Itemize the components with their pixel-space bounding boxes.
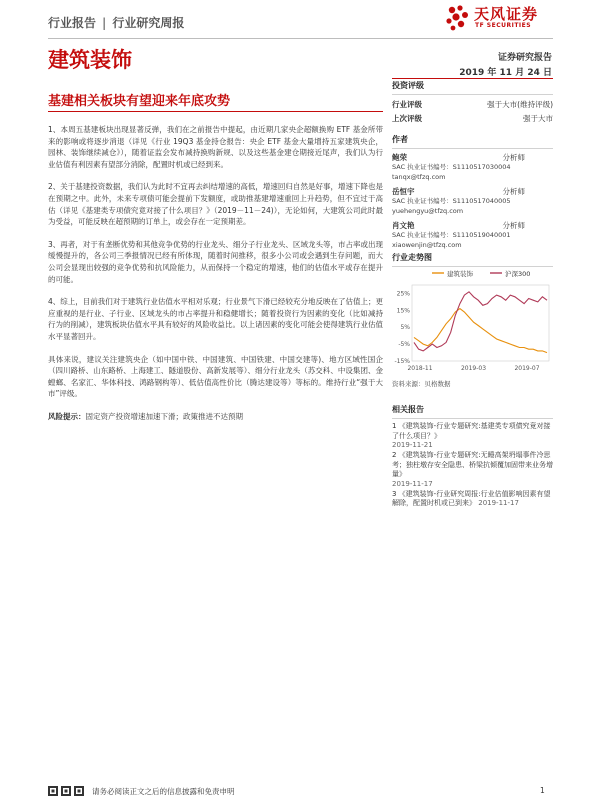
header-report-label: 行业报告	[48, 16, 97, 30]
author-email[interactable]: xiaowenjin@tfzq.com	[392, 240, 462, 249]
related-item[interactable]	[392, 451, 553, 488]
author-block	[392, 152, 553, 182]
x-tick-label: 2019-07	[514, 365, 540, 372]
rating-heading: 投资评级	[392, 81, 424, 90]
previous-rating-label: 上次评级	[392, 114, 422, 123]
related-item-date: 2019-11-21	[392, 441, 433, 449]
title-divider	[48, 111, 383, 112]
logo-chinese-name: 天风证券	[474, 5, 539, 23]
author-cert: SAC 执业证书编号：S1110519040001	[392, 231, 511, 240]
body-paragraph: 3、再者，对于有垄断优势和其他竞争优势的行业龙头、细分子行业龙头、区域龙头等，市占率或出现缓慢提升的，各公司三季报情况已经有所体现，随着时间推移，很多小公司或会遇到生存问题，而大公司会显现出较强的竞争优势和抗风险能力，从而保持一个稳定的增速，他们的估值水平或存在提升的可能。	[48, 239, 383, 284]
footer-qr-icons	[48, 786, 84, 796]
related-reports-section	[392, 404, 553, 509]
industry-rating-label: 行业评级	[392, 100, 422, 109]
related-item[interactable]	[392, 490, 553, 509]
author-cert: SAC 执业证书编号：S1110517040005	[392, 197, 511, 206]
series-line	[414, 292, 547, 351]
related-heading: 相关报告	[392, 405, 424, 414]
report-title: 基建相关板块有望迎来年底攻势	[48, 94, 231, 109]
related-item-date: 2019-11-17	[392, 479, 433, 488]
author-block	[392, 186, 553, 216]
body-paragraph: 具体来说，建议关注建筑央企（如中国中铁、中国建筑、中国铁建、中国交建等)、地方区域性国企（四川路桥、山东路桥、上海建工、隧道股份、高新发展等）、细分行业龙头（苏交科、中设集团、金螳螂、名家汇、华体科技、鸿路钢构等）、低估值高性价比（腾达建设等）等标的。维持行业“强于大市”评级。	[48, 354, 383, 399]
header-breadcrumb	[48, 14, 184, 31]
chart-heading: 行业走势图	[392, 253, 432, 262]
related-item-title: 3 《建筑装饰-行业研究周报:行业估值影响因素有望解除，配置时机或已到来》 2019-11-17	[392, 489, 551, 507]
body-paragraph: 4、综上，目前我们对于建筑行业估值水平相对乐观；行业景气下滑已经较充分地反映在了估值上；更应重视的是行业、子行业、区域龙头的市占率提升和稳健增长；随着投资行为因素的变化（比如减持行为的削减），建筑板块估值水平具有较好的风险收益比。以上诸因素的变化可能会使得建筑行业估值水平显著回升。	[48, 297, 383, 341]
rating-section	[392, 80, 553, 124]
x-tick-label: 2019-03	[460, 365, 487, 372]
logo-mark-icon	[444, 4, 472, 32]
author-name: 肖文艳	[392, 221, 415, 231]
related-item-date: 2019-11-17	[478, 499, 519, 507]
author-name: 岳恒宇	[392, 187, 415, 197]
header-report-subtype: 行业研究周报	[112, 16, 185, 30]
report-body	[48, 124, 383, 433]
date-divider	[392, 78, 553, 79]
y-tick-label: 5%	[400, 324, 410, 332]
page-number: 1	[540, 786, 545, 795]
author-role: 分析师	[502, 153, 525, 162]
company-logo	[444, 2, 564, 34]
author-role: 分析师	[502, 187, 525, 197]
previous-rating-row	[392, 113, 553, 124]
related-item-title: 1 《建筑装饰-行业专题研究:基建类专项债究竟对接了什么项目？》	[392, 422, 551, 440]
author-email[interactable]: yuehengyu@tfzq.com	[392, 206, 464, 215]
authors-heading: 作者	[392, 135, 408, 144]
authors-section	[392, 134, 553, 251]
author-block	[392, 220, 553, 250]
related-item[interactable]	[392, 422, 553, 449]
industry-trend-chart	[392, 265, 553, 390]
report-type: 证券研究报告	[497, 53, 552, 63]
risk-note	[48, 411, 383, 423]
risk-text: 固定资产投资增速加速下滑；政策推进不达预期	[85, 411, 243, 421]
authors-divider	[392, 148, 553, 149]
legend-label: 建筑装饰	[447, 270, 473, 278]
header-separator: |	[102, 16, 107, 30]
sector-title: 建筑装饰	[48, 48, 132, 72]
industry-rating-value: 强于大市(维持评级)	[487, 100, 553, 109]
chart-source: 资料来源：贝格数据	[392, 380, 451, 388]
body-paragraph: 1、本周五基建板块出现显著反弹，我们在之前报告中提起，由近期几家央企超额换购 ETF 基金所带来的影响或将逐步消退（详见《行业 19Q3 基金持仓报告：央企 ETF 基金大量增持五家建筑央企，园林、装饰继续减仓》），随着证监会发布减持换购新规、以及这些基金建仓期接近尾声，我们认为行业估值有利因素有望部分消除，配置时机或已经到来。	[48, 125, 383, 169]
y-tick-label: -5%	[398, 341, 410, 349]
x-tick-label: 2018-11	[407, 365, 433, 372]
rating-divider	[392, 94, 553, 95]
header-divider	[48, 38, 553, 39]
author-email[interactable]: tanqx@tfzq.com	[392, 172, 446, 181]
logo-english-name: TF SECURITIES	[475, 22, 532, 29]
author-cert: SAC 执业证书编号：S1110517030004	[392, 163, 511, 171]
body-paragraph: 2、关于基建投资数据，我们认为此时不宜再去纠结增速的高低，增速回归自然是好事，增速下降也是在预期之中。此外，未来专项债可能会提前下发额度，或助推基建增速重回上升趋势，但不宜过于高估（详见《基建类专项债究竟对接了什么项目？》（2019－11－24)），无论如何，大建筑公司此时最为受益，可能反映在超预期的订单上，或会存在一定预期差。	[48, 182, 383, 227]
related-divider	[392, 418, 553, 419]
previous-rating-value: 强于大市	[523, 114, 553, 123]
author-name: 鲍荣	[392, 153, 407, 162]
report-date: 2019 年 11 月 24 日	[459, 68, 552, 78]
y-tick-label: -15%	[394, 358, 410, 365]
related-item-title: 2 《建筑装饰-行业专题研究:无睡高架坍塌事件冷思考；独柱墩存安全隐患、桥梁抗倾覆加固带来业务增量》	[392, 451, 553, 478]
risk-label: 风险提示：	[48, 411, 86, 421]
y-tick-label: 25%	[396, 290, 410, 298]
industry-rating-row	[392, 99, 553, 110]
y-tick-label: 15%	[396, 307, 410, 315]
author-role: 分析师	[502, 221, 525, 231]
footer-disclaimer: 请务必阅读正文之后的信息披露和免责申明	[92, 787, 235, 796]
trend-chart-svg	[392, 265, 553, 375]
legend-label: 沪深300	[505, 270, 531, 278]
